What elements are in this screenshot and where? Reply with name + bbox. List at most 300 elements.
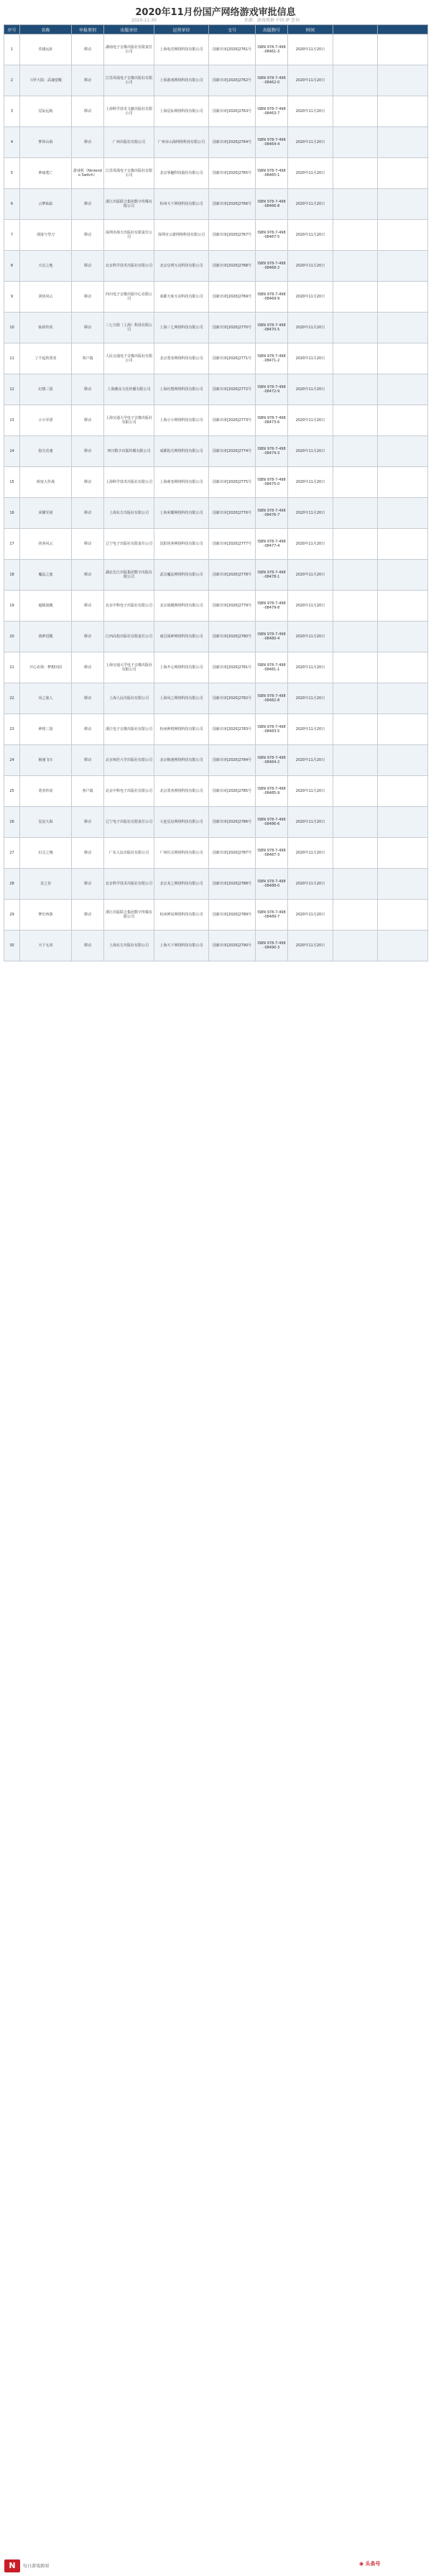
category: 移动 [72, 807, 104, 838]
page-meta [0, 17, 431, 23]
operator: 北京掌趣科技股份有限公司 [154, 158, 209, 189]
row-index: 15 [4, 467, 20, 498]
approval-no: 国新出审[2020]2789号 [209, 900, 256, 931]
category: 移动 [72, 220, 104, 251]
publisher: 江苏凤凰电子音像出版社有限公司 [104, 158, 154, 189]
header-extra-2 [378, 25, 428, 34]
isbn: ISBN 978-7-498-08461-3 [256, 34, 288, 65]
approval-no: 国新出审[2020]2770号 [209, 313, 256, 343]
category: 移动 [72, 282, 104, 313]
empty-cell [378, 776, 428, 807]
operator: 北京龙之网络科技有限公司 [154, 869, 209, 900]
isbn: ISBN 978-7-498-08470-5 [256, 313, 288, 343]
game-name: 梦幻西游 [20, 900, 72, 931]
empty-cell [333, 282, 378, 313]
publisher: 北京中科电子出版社有限公司 [104, 776, 154, 807]
approval-date: 2020年11月20日 [288, 560, 333, 591]
approval-date: 2020年11月20日 [288, 591, 333, 622]
row-index: 14 [4, 436, 20, 467]
table-row [4, 498, 428, 529]
empty-cell [333, 343, 378, 374]
operator: 广州幻灵网络科技有限公司 [154, 838, 209, 869]
empty-cell [333, 838, 378, 869]
category: 移动 [72, 34, 104, 65]
empty-cell [378, 158, 428, 189]
approval-date: 2020年11月20日 [288, 652, 333, 683]
category: 移动 [72, 838, 104, 869]
category: 客户端 [72, 343, 104, 374]
table-row [4, 714, 428, 745]
approval-no: 国新出审[2020]2763号 [209, 96, 256, 127]
category: 移动 [72, 127, 104, 158]
approval-no: 国新出审[2020]2762号 [209, 65, 256, 96]
approval-no: 国新出审[2020]2772号 [209, 374, 256, 405]
isbn: ISBN 978-7-498-08472-9 [256, 374, 288, 405]
row-index: 4 [4, 127, 20, 158]
empty-cell [378, 343, 428, 374]
empty-cell [333, 498, 378, 529]
row-index: 26 [4, 807, 20, 838]
isbn: ISBN 978-7-498-08484-2 [256, 745, 288, 776]
game-name: 云梦仙踪 [20, 189, 72, 220]
table-row [4, 343, 428, 374]
game-name: 剑侠风云 [20, 282, 72, 313]
empty-cell [378, 714, 428, 745]
approval-no: 国新出审[2020]2767号 [209, 220, 256, 251]
row-index: 2 [4, 65, 20, 96]
header-name: 名称 [20, 25, 72, 34]
game-name: 部落与弯刀 [20, 220, 72, 251]
operator: 上海天下网络科技有限公司 [154, 931, 209, 961]
header-isbn: 出版物号 [256, 25, 288, 34]
publisher: 上海东方出版社有限公司 [104, 931, 154, 961]
approval-no: 国新出审[2020]2769号 [209, 282, 256, 313]
publisher: 深圳市海天出版社有限责任公司 [104, 220, 154, 251]
category: 移动 [72, 251, 104, 282]
empty-cell [378, 251, 428, 282]
isbn: ISBN 978-7-498-08463-7 [256, 96, 288, 127]
isbn: ISBN 978-7-498-08481-1 [256, 652, 288, 683]
table-row [4, 560, 428, 591]
game-name: 斗罗大陆：武魂觉醒 [20, 65, 72, 96]
operator: 北京勇者网络科技有限公司 [154, 343, 209, 374]
empty-cell [333, 220, 378, 251]
game-name: 开心农场：梦想田园 [20, 652, 72, 683]
isbn: ISBN 978-7-498-08473-6 [256, 405, 288, 436]
isbn: ISBN 978-7-498-08478-1 [256, 560, 288, 591]
game-name: 天下无双 [20, 931, 72, 961]
game-name: 小小军团 [20, 405, 72, 436]
publisher: 上海雅众文化传播有限公司 [104, 374, 154, 405]
publisher: 湖北长江出版集团数字出版有限公司 [104, 560, 154, 591]
row-index: 7 [4, 220, 20, 251]
approval-date: 2020年11月20日 [288, 869, 333, 900]
approval-date: 2020年11月20日 [288, 189, 333, 220]
publisher: 江西高校出版社有限责任公司 [104, 622, 154, 652]
empty-cell [378, 745, 428, 776]
publisher: 广东人民出版社有限公司 [104, 838, 154, 869]
approval-date: 2020年11月20日 [288, 65, 333, 96]
operator: 杭州网易网络科技有限公司 [154, 900, 209, 931]
category: 移动 [72, 436, 104, 467]
empty-cell [378, 560, 428, 591]
isbn: ISBN 978-7-498-08462-0 [256, 65, 288, 96]
isbn: ISBN 978-7-498-08485-9 [256, 776, 288, 807]
empty-cell [333, 714, 378, 745]
approval-date: 2020年11月20日 [288, 776, 333, 807]
isbn: ISBN 978-7-498-08465-1 [256, 158, 288, 189]
table-row [4, 745, 428, 776]
operator: 成都天象互动科技有限公司 [154, 282, 209, 313]
empty-cell [333, 436, 378, 467]
approval-no: 国新出审[2020]2783号 [209, 714, 256, 745]
category: 移动 [72, 869, 104, 900]
approval-no: 国新出审[2020]2761号 [209, 34, 256, 65]
category: 移动 [72, 622, 104, 652]
table-row [4, 622, 428, 652]
game-name: 战神觉醒 [20, 622, 72, 652]
empty-cell [333, 807, 378, 838]
publisher: 辽宁电子出版社有限责任公司 [104, 529, 154, 560]
game-name: 星际远航 [20, 96, 72, 127]
publisher: 上海科学技术文献出版社有限公司 [104, 96, 154, 127]
approval-no: 国新出审[2020]2773号 [209, 405, 256, 436]
game-name: 荣耀军团 [20, 498, 72, 529]
approval-table-wrapper [4, 24, 427, 2572]
row-index: 19 [4, 591, 20, 622]
empty-cell [378, 405, 428, 436]
table-row [4, 467, 428, 498]
operator: 上海幻想网络科技有限公司 [154, 374, 209, 405]
row-index: 13 [4, 405, 20, 436]
approval-date: 2020年11月20日 [288, 127, 333, 158]
table-row [4, 869, 428, 900]
approval-date: 2020年11月20日 [288, 745, 333, 776]
table-row [4, 127, 428, 158]
game-name: 梦回山海 [20, 127, 72, 158]
isbn: ISBN 978-7-498-08482-8 [256, 683, 288, 714]
publisher: 广州出版社有限公司 [104, 127, 154, 158]
operator: 成都指尖网络科技有限公司 [154, 436, 209, 467]
table-row [4, 900, 428, 931]
game-name: 指尖竞速 [20, 436, 72, 467]
operator: 上海三七网络科技有限公司 [154, 313, 209, 343]
game-name: 超级战舰 [20, 591, 72, 622]
header-extra-1 [333, 25, 378, 34]
category: 移动 [72, 96, 104, 127]
row-index: 17 [4, 529, 20, 560]
row-index: 8 [4, 251, 20, 282]
approval-no: 国新出审[2020]2768号 [209, 251, 256, 282]
approval-no: 国新出审[2020]2771号 [209, 343, 256, 374]
empty-cell [333, 158, 378, 189]
approval-date: 2020年11月20日 [288, 374, 333, 405]
approval-date: 2020年11月20日 [288, 34, 333, 65]
row-index: 21 [4, 652, 20, 683]
publisher: 北京中科电子出版社有限公司 [104, 591, 154, 622]
empty-cell [333, 622, 378, 652]
empty-cell [378, 807, 428, 838]
table-row [4, 220, 428, 251]
approval-no: 国新出审[2020]2766号 [209, 189, 256, 220]
header-approval-no: 文号 [209, 25, 256, 34]
approval-date: 2020年11月20日 [288, 282, 333, 313]
game-name: 萌宠大作战 [20, 467, 72, 498]
operator: 北京勇者网络科技有限公司 [154, 776, 209, 807]
publisher: 四川电子音像出版中心有限公司 [104, 282, 154, 313]
publisher: 北京科学技术出版社有限公司 [104, 251, 154, 282]
operator: 北京战舰网络科技有限公司 [154, 591, 209, 622]
category: 移动 [72, 591, 104, 622]
empty-cell [333, 931, 378, 961]
row-index: 10 [4, 313, 20, 343]
category: 移动 [72, 931, 104, 961]
row-index: 30 [4, 931, 20, 961]
isbn: ISBN 978-7-498-08489-7 [256, 900, 288, 931]
publisher: 上海交通大学电子音像出版社有限公司 [104, 652, 154, 683]
empty-cell [378, 189, 428, 220]
isbn: ISBN 978-7-498-08475-0 [256, 467, 288, 498]
publisher: 北京师范大学出版社有限公司 [104, 745, 154, 776]
empty-cell [333, 869, 378, 900]
row-index: 20 [4, 622, 20, 652]
row-index: 23 [4, 714, 20, 745]
row-index: 12 [4, 374, 20, 405]
isbn: ISBN 978-7-498-08474-3 [256, 436, 288, 467]
category: 移动 [72, 683, 104, 714]
row-index: 27 [4, 838, 20, 869]
game-name: 侠客风云 [20, 529, 72, 560]
empty-cell [333, 96, 378, 127]
operator: 杭州天下网络科技有限公司 [154, 189, 209, 220]
empty-cell [378, 96, 428, 127]
row-index: 16 [4, 498, 20, 529]
operator: 上海荣耀网络科技有限公司 [154, 498, 209, 529]
empty-cell [333, 405, 378, 436]
approval-date: 2020年11月20日 [288, 343, 333, 374]
row-index: 29 [4, 900, 20, 931]
empty-cell [333, 189, 378, 220]
table-row [4, 158, 428, 189]
empty-cell [378, 931, 428, 961]
empty-cell [378, 652, 428, 683]
approval-no: 国新出审[2020]2786号 [209, 807, 256, 838]
category: 移动 [72, 498, 104, 529]
row-index: 6 [4, 189, 20, 220]
row-index: 25 [4, 776, 20, 807]
table-body [4, 34, 428, 961]
category: 移动 [72, 467, 104, 498]
table-row [4, 807, 428, 838]
operator: 广州市山海网络科技有限公司 [154, 127, 209, 158]
empty-cell [333, 127, 378, 158]
approval-no: 国新出审[2020]2785号 [209, 776, 256, 807]
empty-cell [378, 529, 428, 560]
approval-date: 2020年11月20日 [288, 158, 333, 189]
publisher: 上海东方出版社有限公司 [104, 498, 154, 529]
isbn: ISBN 978-7-498-08480-4 [256, 622, 288, 652]
category: 移动 [72, 189, 104, 220]
publisher: 湖南电子音像出版社有限责任公司 [104, 34, 154, 65]
header-date: 时间 [288, 25, 333, 34]
approval-date: 2020年11月20日 [288, 807, 333, 838]
category: 移动 [72, 900, 104, 931]
table-row [4, 251, 428, 282]
operator: 上海萌宠网络科技有限公司 [154, 467, 209, 498]
category: 移动 [72, 313, 104, 343]
category: 移动 [72, 560, 104, 591]
source-line: 来源：游戏观察 中国 IP 查询 [244, 18, 300, 23]
category: 游戏机（Nintendo Switch） [72, 158, 104, 189]
empty-cell [378, 900, 428, 931]
header-index: 序号 [4, 25, 20, 34]
approval-date: 2020年11月20日 [288, 714, 333, 745]
publisher: 四川数字出版传媒有限公司 [104, 436, 154, 467]
row-index: 3 [4, 96, 20, 127]
row-index: 24 [4, 745, 20, 776]
approval-no: 国新出审[2020]2777号 [209, 529, 256, 560]
isbn: ISBN 978-7-498-08469-9 [256, 282, 288, 313]
table-row [4, 374, 428, 405]
approval-date: 2020年11月20日 [288, 405, 333, 436]
publish-date: 2020-11-30 [131, 18, 157, 23]
approval-date: 2020年11月20日 [288, 900, 333, 931]
operator: 上海开心网络科技有限公司 [154, 652, 209, 683]
publisher: 上海科学技术出版社有限公司 [104, 467, 154, 498]
table-row [4, 591, 428, 622]
operator: 南昌战神网络科技有限公司 [154, 622, 209, 652]
empty-cell [333, 65, 378, 96]
table-header-row [4, 25, 428, 34]
operator: 北京启明互动科技有限公司 [154, 251, 209, 282]
operator: 上海电竞网络科技有限公司 [154, 34, 209, 65]
empty-cell [378, 467, 428, 498]
publisher: 辽宁电子出版社有限责任公司 [104, 807, 154, 838]
game-name: 了不起的勇者 [20, 343, 72, 374]
approval-date: 2020年11月20日 [288, 931, 333, 961]
site-logo: N [4, 2559, 20, 2572]
isbn: ISBN 978-7-498-08468-2 [256, 251, 288, 282]
game-name: 天启之地 [20, 251, 72, 282]
empty-cell [378, 65, 428, 96]
empty-cell [378, 313, 428, 343]
approval-date: 2020年11月20日 [288, 313, 333, 343]
empty-cell [333, 374, 378, 405]
header-operator: 运营单位 [154, 25, 209, 34]
empty-cell [378, 622, 428, 652]
table-row [4, 34, 428, 65]
category: 移动 [72, 529, 104, 560]
approval-no: 国新出审[2020]2775号 [209, 467, 256, 498]
game-name: 魔法之旅 [20, 560, 72, 591]
table-row [4, 529, 428, 560]
isbn: ISBN 978-7-498-08483-5 [256, 714, 288, 745]
game-name: 星辰大海 [20, 807, 72, 838]
approval-no: 国新出审[2020]2781号 [209, 652, 256, 683]
approval-date: 2020年11月20日 [288, 622, 333, 652]
empty-cell [378, 683, 428, 714]
approval-date: 2020年11月20日 [288, 96, 333, 127]
approval-date: 2020年11月20日 [288, 838, 333, 869]
category: 移动 [72, 374, 104, 405]
empty-cell [378, 127, 428, 158]
table-row [4, 313, 428, 343]
isbn: ISBN 978-7-498-08479-8 [256, 591, 288, 622]
table-row [4, 65, 428, 96]
table-row [4, 652, 428, 683]
approval-no: 国新出审[2020]2778号 [209, 560, 256, 591]
row-index: 11 [4, 343, 20, 374]
category: 移动 [72, 65, 104, 96]
approval-no: 国新出审[2020]2765号 [209, 158, 256, 189]
empty-cell [333, 529, 378, 560]
empty-cell [333, 560, 378, 591]
approval-table [4, 24, 428, 961]
empty-cell [333, 652, 378, 683]
game-name: 幻想三国 [20, 374, 72, 405]
row-index: 5 [4, 158, 20, 189]
publisher: 人民交通电子音像出版社有限公司 [104, 343, 154, 374]
approval-no: 国新出审[2020]2790号 [209, 931, 256, 961]
table-row [4, 282, 428, 313]
watermark-stamp: ◉ 头条号 [359, 2561, 381, 2567]
table-row [4, 683, 428, 714]
table-row [4, 931, 428, 961]
empty-cell [333, 683, 378, 714]
game-name: 神庙逃亡 [20, 158, 72, 189]
table-row [4, 776, 428, 807]
operator: 杭州神将网络科技有限公司 [154, 714, 209, 745]
publisher: 三七互娱（上海）科技有限公司 [104, 313, 154, 343]
approval-date: 2020年11月20日 [288, 251, 333, 282]
empty-cell [378, 374, 428, 405]
publisher: 上海交通大学电子音像出版社有限公司 [104, 405, 154, 436]
row-index: 18 [4, 560, 20, 591]
empty-cell [378, 34, 428, 65]
empty-cell [333, 313, 378, 343]
approval-no: 国新出审[2020]2774号 [209, 436, 256, 467]
empty-cell [378, 498, 428, 529]
category: 客户端 [72, 776, 104, 807]
publisher: 浙江出版联合集团数字传媒有限公司 [104, 189, 154, 220]
approval-no: 国新出审[2020]2787号 [209, 838, 256, 869]
game-name: 勇者传说 [20, 776, 72, 807]
empty-cell [333, 776, 378, 807]
approval-no: 国新出审[2020]2782号 [209, 683, 256, 714]
publisher: 江苏凤凰电子音像出版社有限公司 [104, 65, 154, 96]
isbn: ISBN 978-7-498-08477-4 [256, 529, 288, 560]
operator: 大连星辰网络科技有限公司 [154, 807, 209, 838]
approval-date: 2020年11月20日 [288, 436, 333, 467]
table-row [4, 405, 428, 436]
approval-no: 国新出审[2020]2784号 [209, 745, 256, 776]
game-name: 英雄远征 [20, 34, 72, 65]
approval-date: 2020年11月20日 [288, 529, 333, 560]
empty-cell [378, 220, 428, 251]
operator: 沈阳侠客网络科技有限公司 [154, 529, 209, 560]
empty-cell [378, 282, 428, 313]
operator: 上海小小网络科技有限公司 [154, 405, 209, 436]
row-index: 28 [4, 869, 20, 900]
empty-cell [333, 34, 378, 65]
empty-cell [333, 251, 378, 282]
empty-cell [333, 591, 378, 622]
operator: 上海星际网络科技有限公司 [154, 96, 209, 127]
operator: 武汉魔法网络科技有限公司 [154, 560, 209, 591]
game-name: 神将三国 [20, 714, 72, 745]
operator: 北京极速网络科技有限公司 [154, 745, 209, 776]
isbn: ISBN 978-7-498-08467-5 [256, 220, 288, 251]
